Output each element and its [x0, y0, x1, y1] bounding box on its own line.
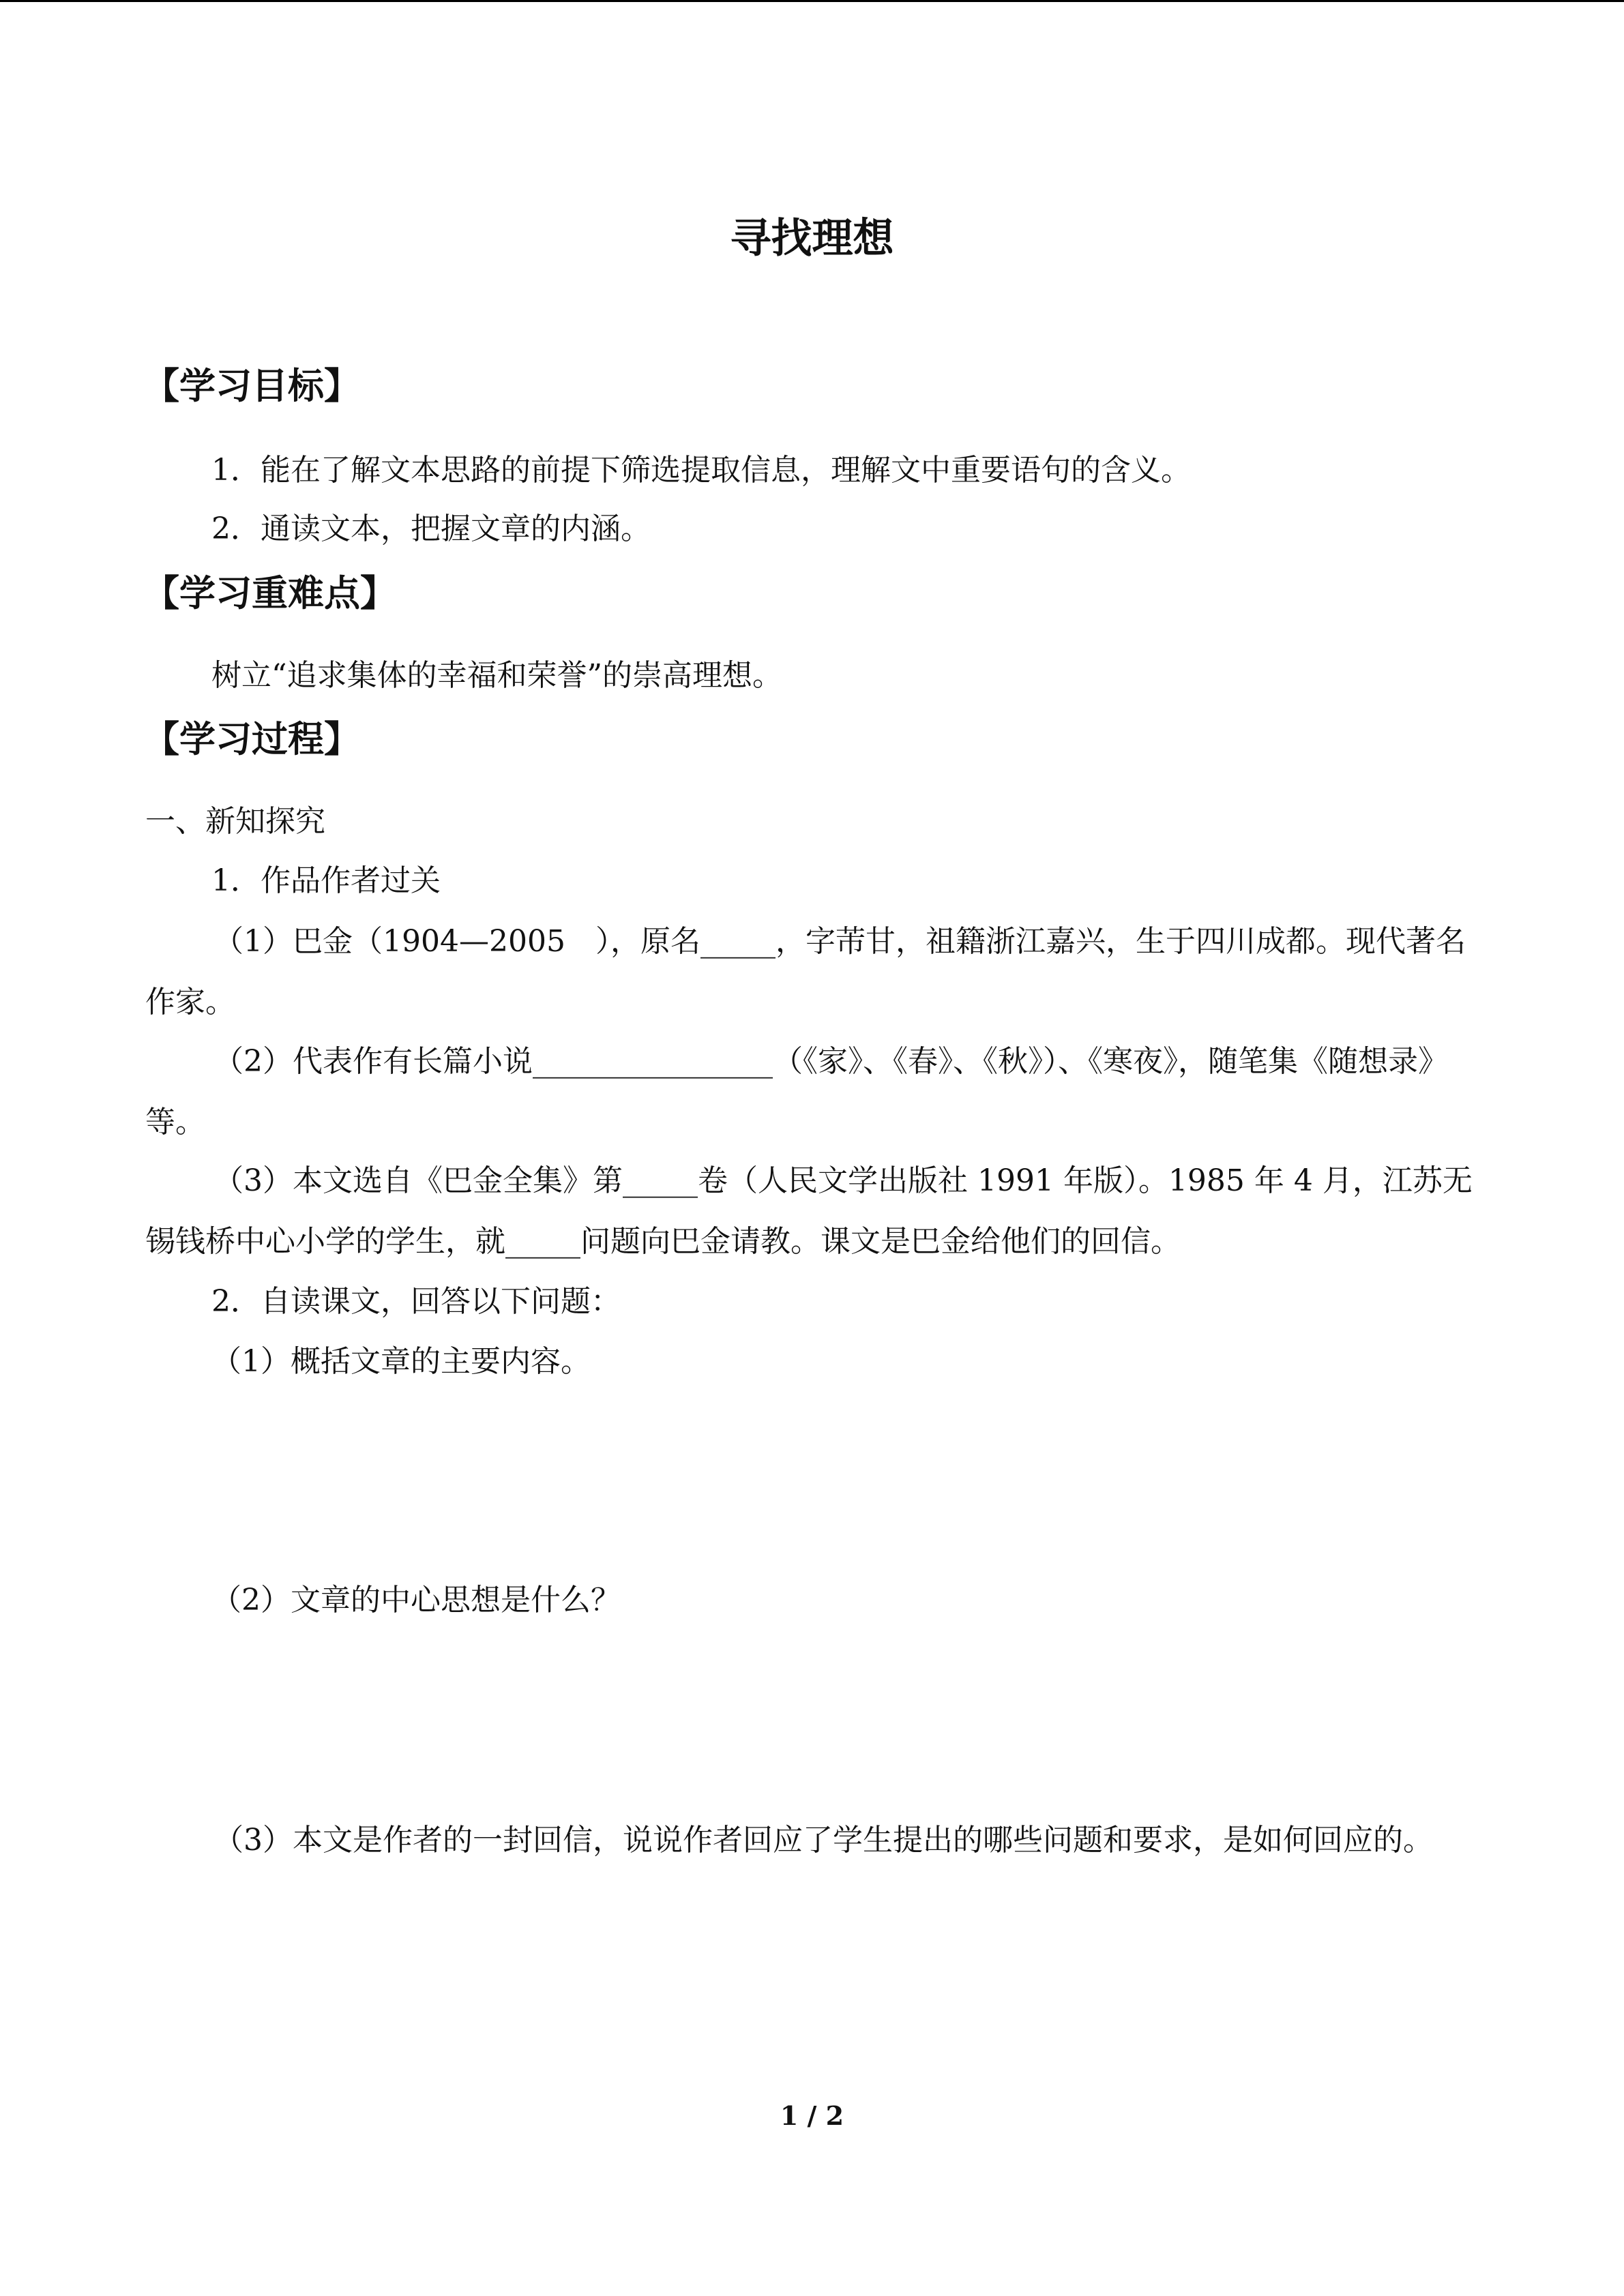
key-point-text: 树立“追求集体的幸福和荣誉”的崇高理想。 — [211, 658, 782, 693]
objective-2: 2．通读文本，把握文章的内涵。 — [211, 511, 651, 546]
objectives-heading: 【学习目标】 — [143, 366, 360, 407]
process-heading: 【学习过程】 — [143, 719, 360, 760]
item-2-question-2: （2）文章的中心思想是什么？ — [211, 1583, 621, 1617]
page-number: 1 / 2 — [780, 2100, 844, 2131]
item-2-heading: 2．自读课文，回答以下问题： — [211, 1284, 621, 1319]
objective-1: 1．能在了解文本思路的前提下筛选提取信息，理解文中重要语句的含义。 — [211, 453, 1191, 488]
item-1-question-1: （1）巴金（1904—2005 ），原名_____，字芾甘，祖籍浙江嘉兴，生于四川成都。现代著名作家。 — [145, 924, 1466, 1019]
item-1-question-2: （2）代表作有长篇小说________________（《家》、《春》、《秋》）、《寒夜》，随笔集《随想录》等。 — [145, 1044, 1448, 1139]
top-border-rule — [0, 0, 1624, 2]
key-points-heading: 【学习重难点】 — [143, 573, 396, 614]
item-1-question-3: （3）本文选自《巴金全集》第_____卷（人民文学出版社 1991 年版）。1985 年 4 月，江苏无锡钱桥中心小学的学生，就_____问题向巴金请教。课文是巴金给他们的回信。 — [145, 1163, 1473, 1259]
item-2-question-3: （3）本文是作者的一封回信，说说作者回应了学生提出的哪些问题和要求，是如何回应的。 — [213, 1823, 1433, 1858]
item-1-heading: 1．作品作者过关 — [211, 863, 441, 898]
document-title: 寻找理想 — [730, 215, 894, 263]
part-one-heading: 一、新知探究 — [145, 804, 325, 839]
item-2-question-1: （1）概括文章的主要内容。 — [211, 1344, 591, 1379]
